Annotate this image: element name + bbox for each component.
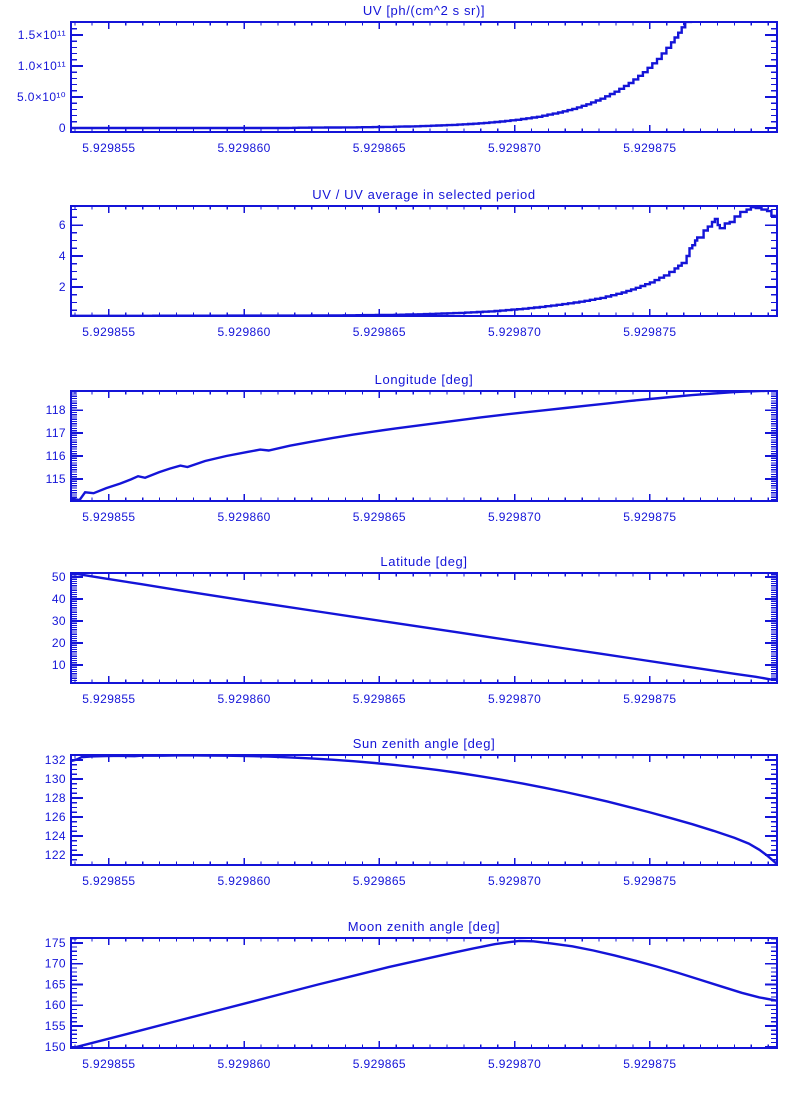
x-tick-label: 5.929860 [217,141,271,155]
x-tick-label: 5.929870 [487,510,542,524]
x-tick-label: 5.929865 [352,141,407,155]
y-tick-label: 10 [51,657,66,672]
y-tick-label: 115 [45,471,66,486]
data-line-uv [71,10,691,128]
x-tick-label: 5.929875 [623,325,677,339]
panel-moon-zenith [45,936,777,1071]
y-tick-label: 128 [44,791,66,806]
x-tick-label: 5.929860 [217,325,271,339]
y-tick-labels [45,936,66,1054]
y-tick-label: 0 [58,120,66,135]
x-tick-label: 5.929870 [487,692,542,706]
chart-title-longitude: Longitude [deg] [374,372,474,387]
x-tick-label: 5.929855 [82,325,136,339]
y-tick-label: 150 [44,1039,66,1054]
y-tick-label: 117 [45,426,66,441]
x-tick-label: 5.929855 [82,1057,136,1071]
y-tick-label: 132 [44,753,66,768]
y-tick-label: 4 [58,249,66,264]
x-tick-label: 5.929875 [623,1057,677,1071]
x-tick-label: 5.929870 [487,874,542,888]
chart-title-sun-zenith: Sun zenith angle [deg] [352,736,496,751]
y-tick-label: 160 [44,998,66,1013]
y-tick-labels [45,753,66,862]
y-tick-labels [17,28,66,135]
data-line-moon-zenith [71,941,777,1049]
data-line-latitude [71,573,777,680]
x-tick-label: 5.929860 [217,510,271,524]
y-tick-label: 2 [58,280,66,295]
data-line-sun-zenith [71,755,777,864]
x-tick-label: 5.929870 [487,325,542,339]
y-tick-label: 1.0×10¹¹ [17,59,66,73]
x-tick-label: 5.929875 [623,510,677,524]
chart-title-uv-ratio: UV / UV average in selected period [312,187,536,202]
y-tick-label: 40 [51,591,66,606]
y-tick-label: 1.5×10¹¹ [17,28,66,43]
panel-latitude [52,570,777,706]
chart-title-latitude: Latitude [deg] [380,554,468,569]
x-tick-label: 5.929875 [623,141,677,155]
x-tick-label: 5.929875 [623,874,677,888]
data-line-uv-ratio [71,207,777,316]
y-tick-label: 50 [51,569,66,584]
x-tick-label: 5.929870 [487,141,542,155]
y-tick-label: 30 [51,613,66,628]
x-tick-label: 5.929860 [217,692,271,706]
axes [71,391,777,501]
x-tick-labels [82,1057,676,1071]
x-tick-label: 5.929865 [352,510,407,524]
panel-longitude [46,391,777,525]
y-tick-label: 20 [51,635,66,650]
y-tick-labels [52,570,66,672]
x-tick-label: 5.929855 [82,874,136,888]
x-tick-label: 5.929855 [82,692,136,706]
y-tick-label: 130 [44,772,66,787]
chart-title-moon-zenith: Moon zenith angle [deg] [347,919,501,934]
y-tick-labels [46,403,66,486]
x-tick-label: 5.929855 [82,510,136,524]
x-tick-label: 5.929860 [217,1057,271,1071]
x-tick-label: 5.929860 [217,874,271,888]
x-tick-label: 5.929865 [352,1057,407,1071]
y-tick-label: 155 [44,1019,66,1033]
y-tick-label: 116 [45,448,66,463]
axes [71,206,777,316]
x-tick-labels [82,141,676,155]
y-tick-label: 124 [44,829,66,844]
x-tick-label: 5.929870 [487,1057,542,1071]
axes [71,755,777,865]
y-tick-label: 170 [44,956,66,971]
x-tick-labels [82,874,676,888]
chart-title-uv: UV [ph/(cm^2 s sr)] [362,3,486,18]
x-tick-label: 5.929875 [623,692,677,706]
data-line-longitude [71,391,777,501]
x-tick-labels [82,692,676,706]
x-tick-label: 5.929855 [82,141,136,155]
y-tick-label: 5.0×10¹⁰ [16,89,66,104]
y-tick-labels [59,218,66,294]
y-tick-label: 126 [44,810,66,825]
panel-sun-zenith [45,753,777,888]
panel-uv [17,10,777,155]
y-tick-label: 165 [44,977,66,992]
x-tick-labels [82,325,676,339]
y-tick-label: 122 [44,848,66,863]
y-tick-label: 175 [44,935,66,950]
x-tick-label: 5.929865 [352,874,407,888]
x-tick-label: 5.929865 [352,692,407,706]
y-tick-label: 118 [45,403,66,418]
x-tick-label: 5.929865 [352,325,407,339]
y-tick-label: 6 [58,218,66,233]
x-tick-labels [82,510,676,524]
axes [71,938,777,1048]
axes [71,22,777,132]
panel-uv-ratio [59,206,777,339]
